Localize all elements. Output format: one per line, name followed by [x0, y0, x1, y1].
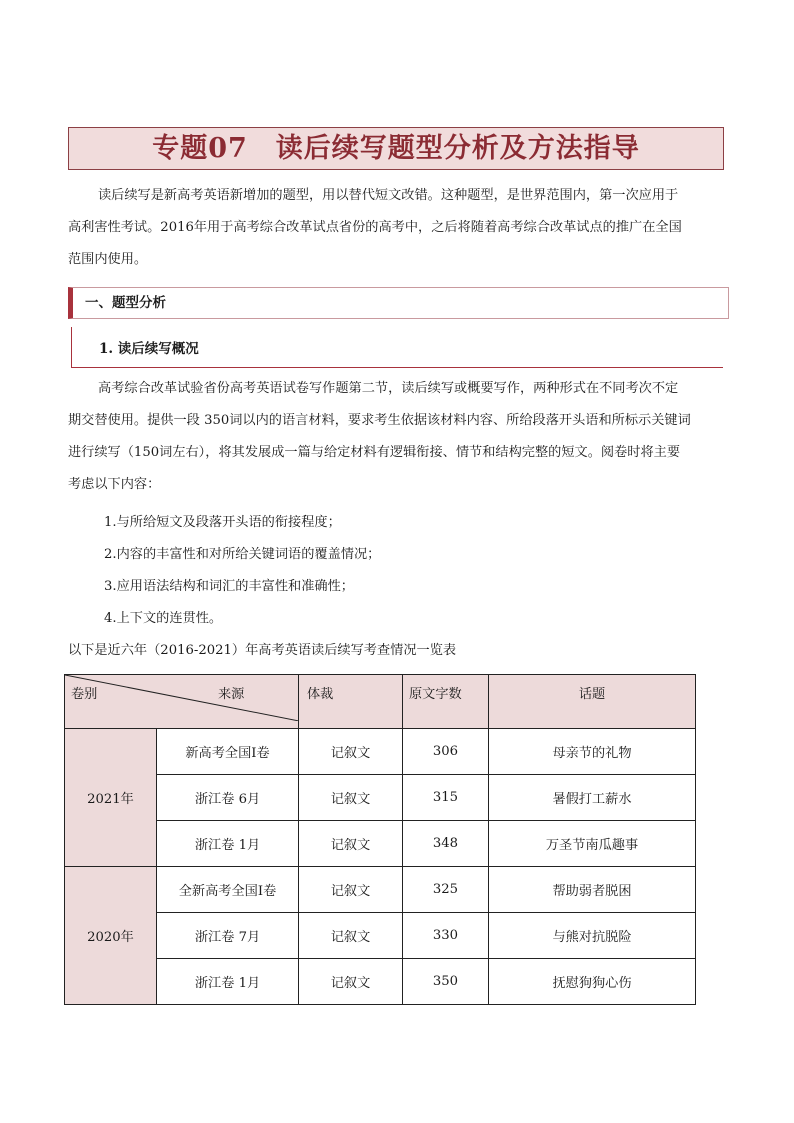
year-cell: 2020年 [65, 867, 157, 1005]
topic-cell: 抚慰狗狗心伤 [489, 959, 696, 1005]
header-huati: 话题 [489, 675, 696, 729]
genre-cell: 记叙文 [299, 729, 403, 775]
table-row [65, 729, 696, 775]
header-ticai: 体裁 [299, 675, 403, 729]
words-cell: 350 [403, 959, 489, 1005]
intro-line: 高利害性考试。2016年用于高考综合改革试点省份的高考中，之后将随着高考综合改革试点的推广在全国 [68, 220, 682, 235]
genre-cell: 记叙文 [299, 867, 403, 913]
criteria-item: 2.内容的丰富性和对所给关键词语的覆盖情况； [104, 547, 381, 562]
genre-cell: 记叙文 [299, 913, 403, 959]
intro-line: 范围内使用。 [68, 252, 148, 267]
topic-cell: 母亲节的礼物 [489, 729, 696, 775]
source-cell: 浙江卷 1月 [157, 959, 299, 1005]
topic-cell: 暑假打工薪水 [489, 775, 696, 821]
section-heading: 一、题型分析 [68, 287, 729, 319]
criteria-item: 1.与所给短文及段落开头语的衔接程度； [104, 515, 341, 530]
words-cell: 325 [403, 867, 489, 913]
header-zishu: 原文字数 [403, 675, 489, 729]
source-cell: 浙江卷 1月 [157, 821, 299, 867]
exam-table [64, 674, 696, 1005]
table-row [65, 821, 696, 867]
intro-line: 读后续写是新高考英语新增加的题型，用以替代短文改错。这种题型，是世界范围内，第一次应用于 [98, 188, 679, 203]
header-juanbie-laiyuan [65, 675, 299, 729]
topic-cell: 万圣节南瓜趣事 [489, 821, 696, 867]
words-cell: 330 [403, 913, 489, 959]
table-row [65, 959, 696, 1005]
overview-line: 期交替使用。提供一段 350词以内的语言材料，要求考生依据该材料内容、所给段落开头语和所标示关键词 [68, 413, 691, 428]
genre-cell: 记叙文 [299, 821, 403, 867]
overview-line: 高考综合改革试验省份高考英语试卷写作题第二节，读后续写或概要写作，两种形式在不同考次不定 [98, 381, 679, 396]
topic-cell: 帮助弱者脱困 [489, 867, 696, 913]
genre-cell: 记叙文 [299, 775, 403, 821]
diagonal-line [65, 675, 299, 721]
source-cell: 浙江卷 7月 [157, 913, 299, 959]
table-row [65, 913, 696, 959]
genre-cell: 记叙文 [299, 959, 403, 1005]
year-cell: 2021年 [65, 729, 157, 867]
table-caption: 以下是近六年（2016-2021）年高考英语读后续写考查情况一览表 [68, 643, 457, 658]
table-row [65, 867, 696, 913]
source-cell: 浙江卷 6月 [157, 775, 299, 821]
table-header-row [65, 675, 696, 729]
page-title: 专题07 读后续写题型分析及方法指导 [68, 127, 724, 170]
subsection-heading: 1. 读后续写概况 [71, 327, 723, 368]
header-laiyuan: 来源 [218, 687, 245, 702]
intro-paragraph [68, 180, 724, 276]
overview-paragraph [68, 373, 724, 501]
header-juanbie: 卷别 [71, 687, 98, 702]
words-cell: 315 [403, 775, 489, 821]
source-cell: 全新高考全国Ⅰ卷 [157, 867, 299, 913]
criteria-item: 3.应用语法结构和词汇的丰富性和准确性； [104, 579, 354, 594]
table-row [65, 775, 696, 821]
words-cell: 348 [403, 821, 489, 867]
criteria-item: 4.上下文的连贯性。 [104, 611, 223, 626]
words-cell: 306 [403, 729, 489, 775]
topic-cell: 与熊对抗脱险 [489, 913, 696, 959]
overview-line: 考虑以下内容： [68, 477, 161, 492]
source-cell: 新高考全国Ⅰ卷 [157, 729, 299, 775]
overview-line: 进行续写（150词左右），将其发展成一篇与给定材料有逻辑衔接、情节和结构完整的短文。阅卷时将主要 [68, 445, 681, 460]
